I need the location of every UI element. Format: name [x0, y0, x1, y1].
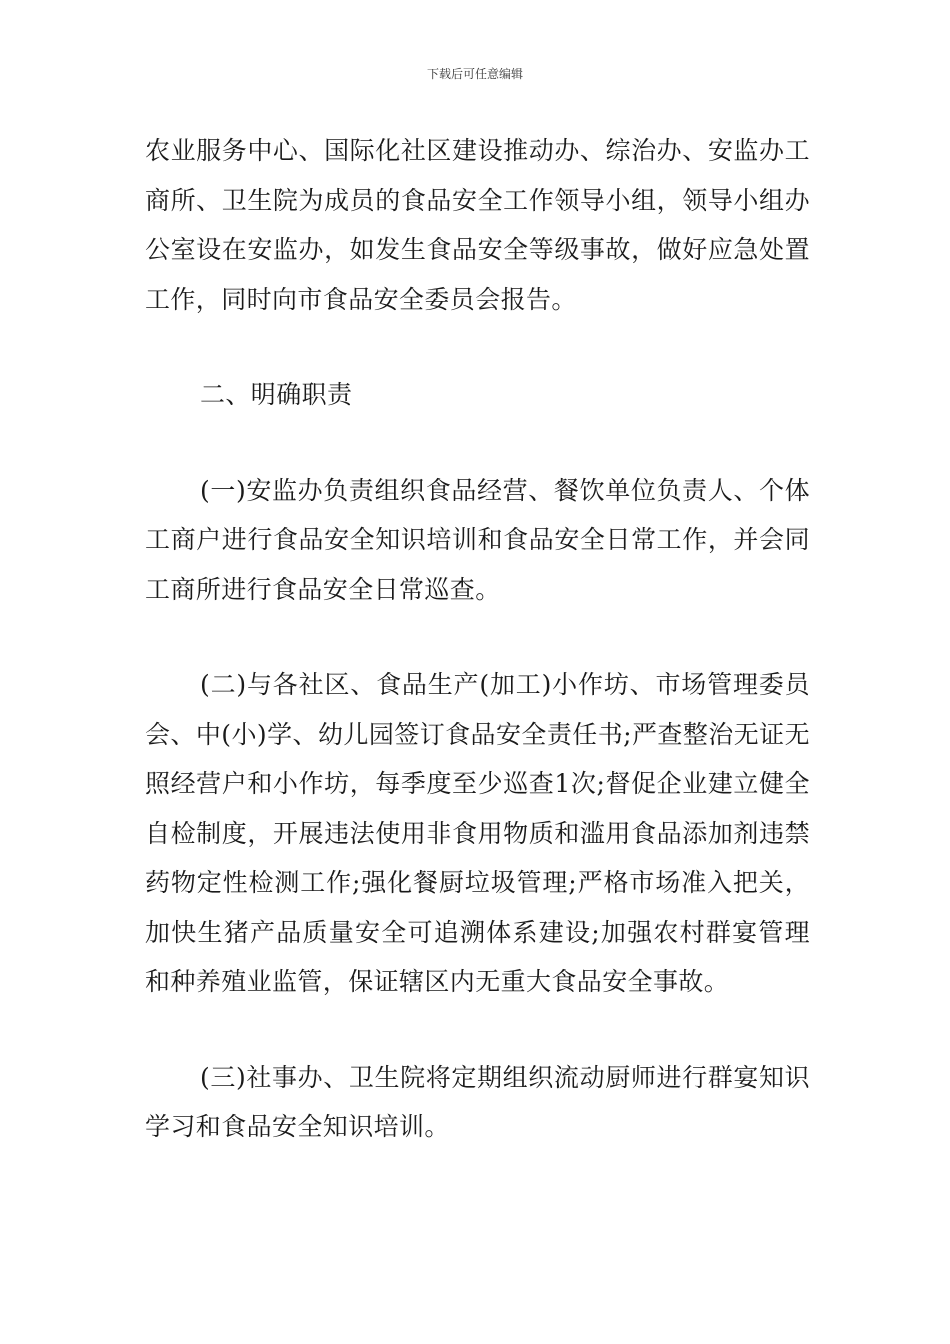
page-header-note: 下载后可任意编辑 [426, 67, 523, 81]
paragraph-item-3: (三)社事办、卫生院将定期组织流动厨师进行群宴知识学习和食品安全知识培训。 [145, 1062, 810, 1141]
paragraph-item-2: (二)与各社区、食品生产(加工)小作坊、市场管理委员会、中(小)学、幼儿园签订食品安全责任书;严查整治无证无照经营户和小作坊，每季度至少巡查1次;督促企业建立健全自检制度，开展违法使用非食用物质和滥用食品添加剂违禁药物定性检测工作;强化餐厨垃圾管理;严格市场准入把关，加快生猪产品质量安全可追溯体系建设;加强农村群宴管理和种养殖业监管，保证辖区内无重大食品安全事故。 [145, 670, 810, 996]
section-heading: 二、明确职责 [200, 380, 353, 409]
document-body [145, 126, 810, 1152]
paragraph-item-1: (一)安监办负责组织食品经营、餐饮单位负责人、个体工商户进行食品安全知识培训和食品安全日常工作，并会同工商所进行食品安全日常巡查。 [145, 475, 810, 604]
paragraph-continued: 农业服务中心、国际化社区建设推动办、综治办、安监办工商所、卫生院为成员的食品安全工作领导小组，领导小组办公室设在安监办，如发生食品安全等级事故，做好应急处置工作，同时向市食品安全委员会报告。 [145, 136, 810, 314]
